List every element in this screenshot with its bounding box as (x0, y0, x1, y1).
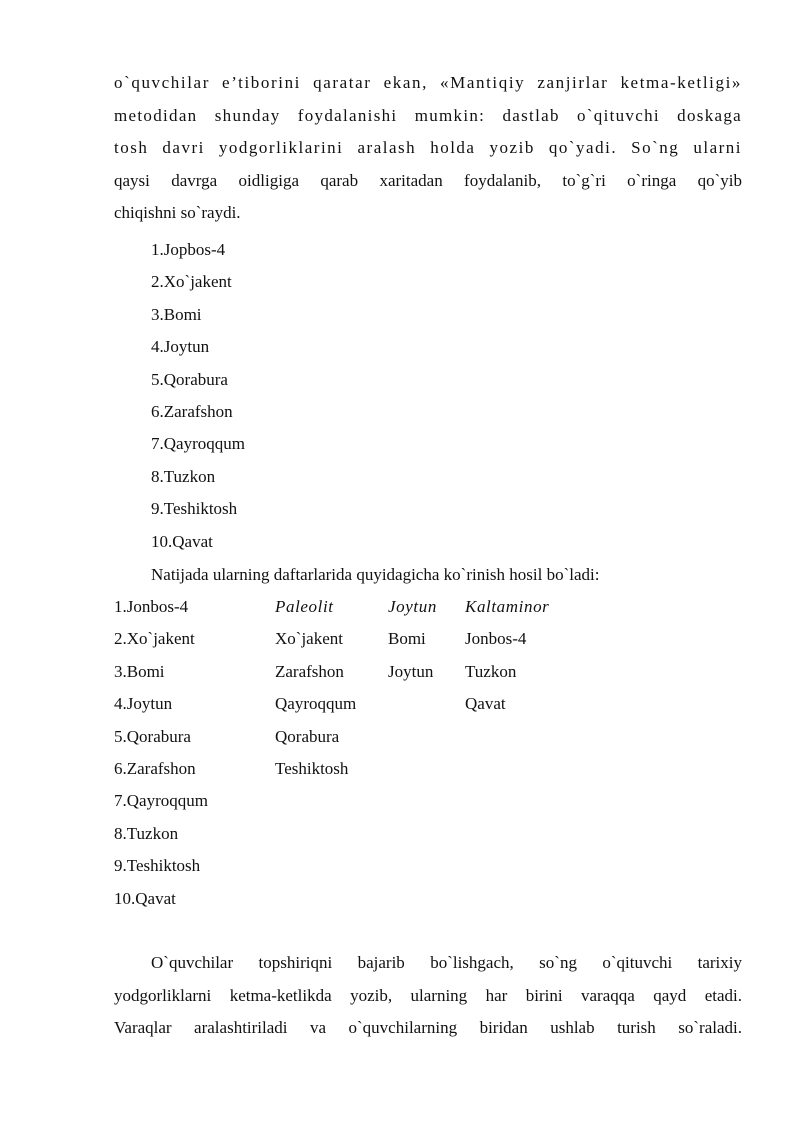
list-item: 4.Joytun (151, 337, 210, 357)
column-header: Kaltaminor (465, 597, 550, 616)
paragraph-intro-method (114, 67, 742, 230)
monument-list (151, 234, 245, 558)
table-cell: 9.Teshiktosh (114, 856, 201, 876)
table-cell: Qayroqqum (275, 694, 357, 714)
result-intro-text: Natijada ularning daftarlarida quyidagicha ko`rinish hosil bo`ladi: (151, 565, 600, 584)
table-cell: Zarafshon (275, 661, 344, 681)
text-line: o`quvchilar e’tiborini qaratar ekan, «Mantiqiy zanjirlar ketma-ketligi» (114, 73, 742, 92)
table-column-numbered-list (114, 591, 208, 915)
column-header: Joytun (388, 597, 437, 616)
list-item: 9.Teshiktosh (151, 499, 238, 519)
table-cell: 1.Jonbos-4 (114, 597, 189, 616)
table-cell: 2.Xo`jakent (114, 629, 195, 649)
table-cell: Qorabura (275, 726, 340, 746)
text-line: qaysi davrga oidligiga qarab xaritadan foydalanib, to`g`ri o`ringa qo`yib (114, 170, 742, 190)
table-cell: Bomi (388, 629, 426, 649)
list-item: 3.Bomi (151, 304, 202, 324)
text-line: Varaqlar aralashtiriladi va o`quvchilarning biridan ushlab turish so`raladi. (114, 1018, 742, 1037)
table-cell: Teshiktosh (275, 758, 349, 778)
table-cell: Joytun (388, 661, 434, 681)
table-column-joytun (388, 591, 437, 688)
list-item: 2.Xo`jakent (151, 272, 232, 292)
column-header: Paleolit (275, 597, 334, 616)
table-cell: 7.Qayroqqum (114, 791, 208, 811)
table-cell: 8.Tuzkon (114, 823, 179, 843)
text-line: tosh davri yodgorliklarini aralash holda yozib qo`yadi. So`ng ularni (114, 138, 742, 157)
list-item: 7.Qayroqqum (151, 434, 245, 454)
list-item: 6.Zarafshon (151, 401, 233, 421)
table-column-kaltaminor (465, 591, 549, 721)
table-cell: 6.Zarafshon (114, 758, 196, 778)
paragraph-next-step (114, 947, 742, 1045)
list-item: 10.Qavat (151, 531, 213, 551)
list-item: 8.Tuzkon (151, 466, 216, 486)
text-line: chiqishni so`raydi. (114, 203, 241, 222)
list-item: 5.Qorabura (151, 369, 228, 389)
table-cell: Xo`jakent (275, 629, 343, 649)
list-item: 1.Jopbos-4 (151, 240, 226, 259)
table-column-paleolit (275, 591, 356, 785)
text-line: metodidan shunday foydalanishi mumkin: dastlab o`qituvchi doskaga (114, 105, 742, 125)
table-cell: 4.Joytun (114, 694, 173, 714)
text-line: yodgorliklarni ketma-ketlikda yozib, ularning har birini varaqqa qayd etadi. (114, 985, 742, 1005)
table-cell: 3.Bomi (114, 661, 165, 681)
table-cell: 10.Qavat (114, 888, 176, 908)
table-cell: Tuzkon (465, 661, 517, 681)
table-cell: Qavat (465, 694, 506, 714)
table-cell: 5.Qorabura (114, 726, 191, 746)
table-cell: Jonbos-4 (465, 629, 527, 649)
text-line: O`quvchilar topshiriqni bajarib bo`lishgach, so`ng o`qituvchi tarixiy (151, 953, 742, 972)
